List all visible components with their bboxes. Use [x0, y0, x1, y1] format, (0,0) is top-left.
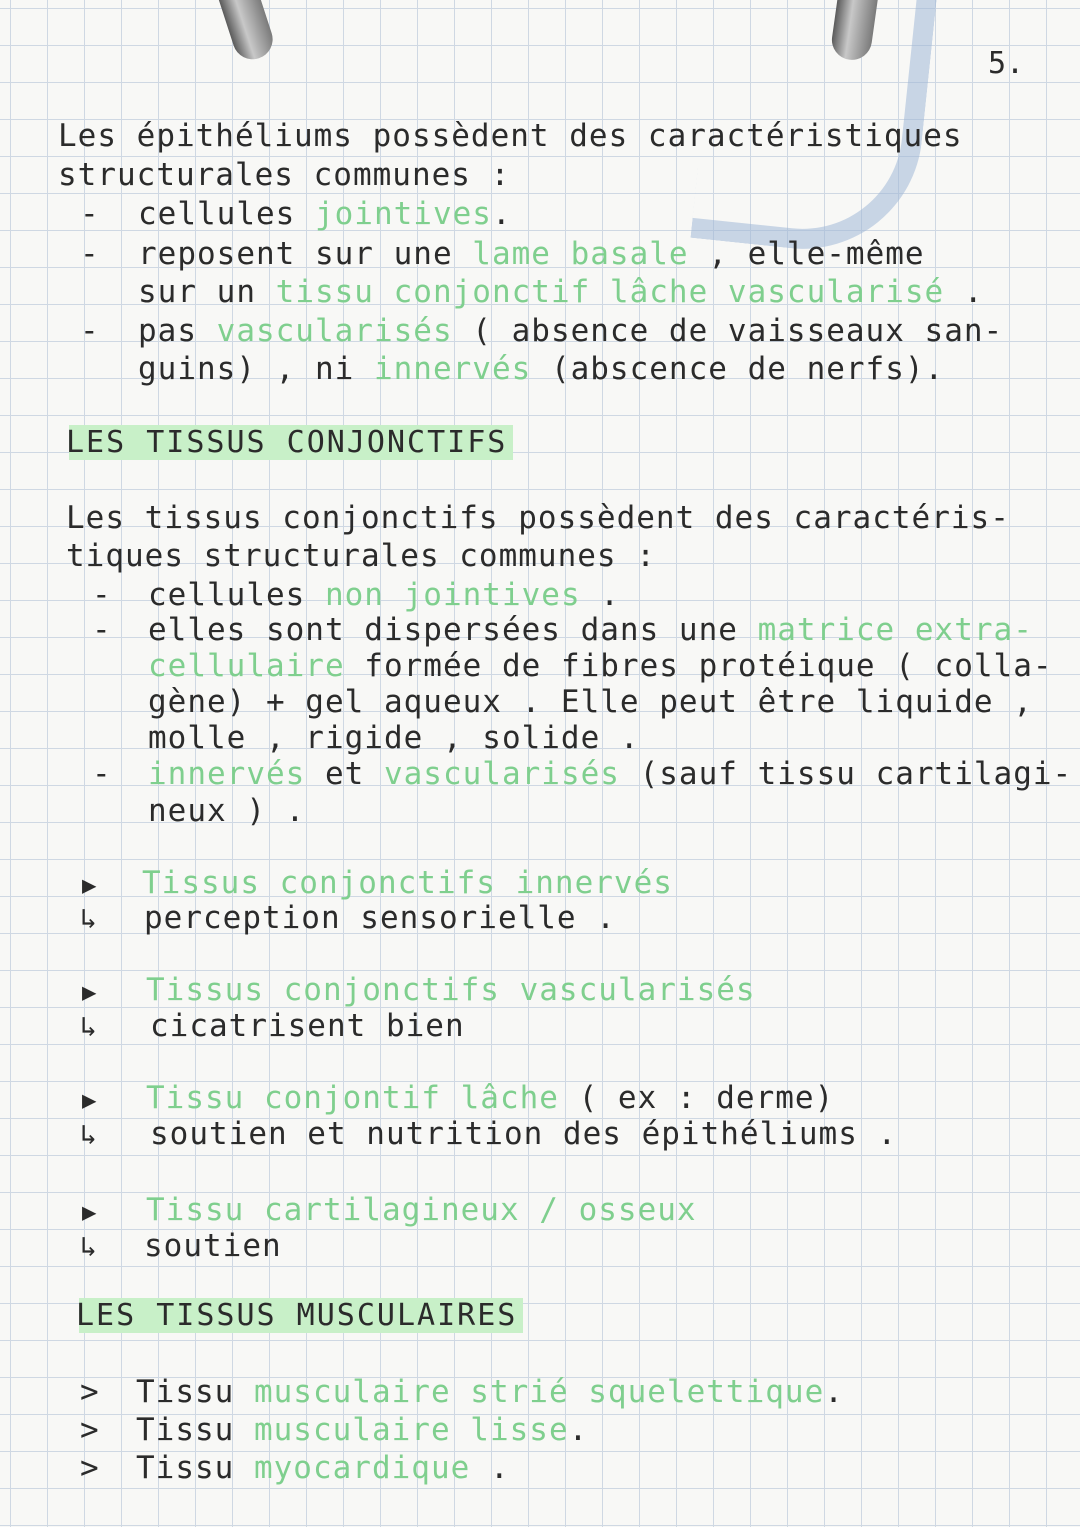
- section1-line-1: Les tissus conjonctifs possèdent des caractéris-: [66, 500, 1010, 536]
- bullet-title: ▶ Tissu conjontif lâche ( ex : derme): [82, 1080, 835, 1116]
- muscle-item: > Tissu musculaire lisse.: [80, 1412, 589, 1448]
- bullet-desc: ↳ soutien: [80, 1228, 282, 1264]
- intro-item: - cellules jointives.: [80, 196, 512, 232]
- chevron-right-icon: >: [80, 1374, 100, 1410]
- binder-ring-left: [218, 0, 278, 64]
- arrow-icon: ↳: [80, 902, 98, 935]
- arrow-icon: ↳: [80, 1230, 98, 1263]
- section1-item: gène) + gel aqueux . Elle peut être liquide ,: [148, 684, 1033, 720]
- triangle-bullet-icon: ▶: [82, 871, 98, 899]
- intro-item: guins) , ni innervés (abscence de nerfs).: [138, 351, 945, 387]
- section1-item: molle , rigide , solide .: [148, 720, 640, 756]
- chevron-right-icon: >: [80, 1450, 100, 1486]
- section1-item: - elles sont dispersées dans une matrice extra-: [92, 612, 1033, 648]
- muscle-item: > Tissu musculaire strié squelettique.: [80, 1374, 844, 1410]
- section1-item: neux ) .: [148, 793, 306, 829]
- triangle-bullet-icon: ▶: [82, 978, 98, 1006]
- arrow-icon: ↳: [80, 1010, 98, 1043]
- section1-item: - innervés et vascularisés (sauf tissu cartilagi-: [92, 756, 1073, 792]
- triangle-bullet-icon: ▶: [82, 1198, 98, 1226]
- bullet-desc: ↳ cicatrisent bien: [80, 1008, 465, 1044]
- section1-item: - cellules non jointives .: [92, 577, 620, 613]
- intro-line-2: structurales communes :: [58, 157, 511, 193]
- intro-line-1: Les épithéliums possèdent des caractéristiques: [58, 118, 963, 154]
- page-number: 5.: [988, 46, 1025, 81]
- section-title-conjonctifs: LES TISSUS CONJONCTIFS: [60, 425, 513, 460]
- bullet-title: ▶ Tissus conjonctifs innervés: [82, 865, 673, 901]
- bullet-desc: ↳ perception sensorielle .: [80, 900, 616, 936]
- arrow-icon: ↳: [80, 1118, 98, 1151]
- section1-line-2: tiques structurales communes :: [66, 538, 656, 574]
- section-title-musculaires: LES TISSUS MUSCULAIRES: [70, 1298, 523, 1333]
- intro-item: - pas vascularisés ( absence de vaisseaux san-: [80, 313, 1004, 349]
- intro-item: - reposent sur une lame basale , elle-même: [80, 236, 925, 272]
- bullet-title: ▶ Tissus conjonctifs vascularisés: [82, 972, 756, 1008]
- muscle-item: > Tissu myocardique .: [80, 1450, 510, 1486]
- section1-item: cellulaire formée de fibres protéique ( colla-: [148, 648, 1053, 684]
- bullet-desc: ↳ soutien et nutrition des épithéliums .: [80, 1116, 898, 1152]
- intro-item: sur un tissu conjonctif lâche vascularisé .: [138, 274, 984, 310]
- triangle-bullet-icon: ▶: [82, 1086, 98, 1114]
- chevron-right-icon: >: [80, 1412, 100, 1448]
- bullet-title: ▶ Tissu cartilagineux / osseux: [82, 1192, 697, 1228]
